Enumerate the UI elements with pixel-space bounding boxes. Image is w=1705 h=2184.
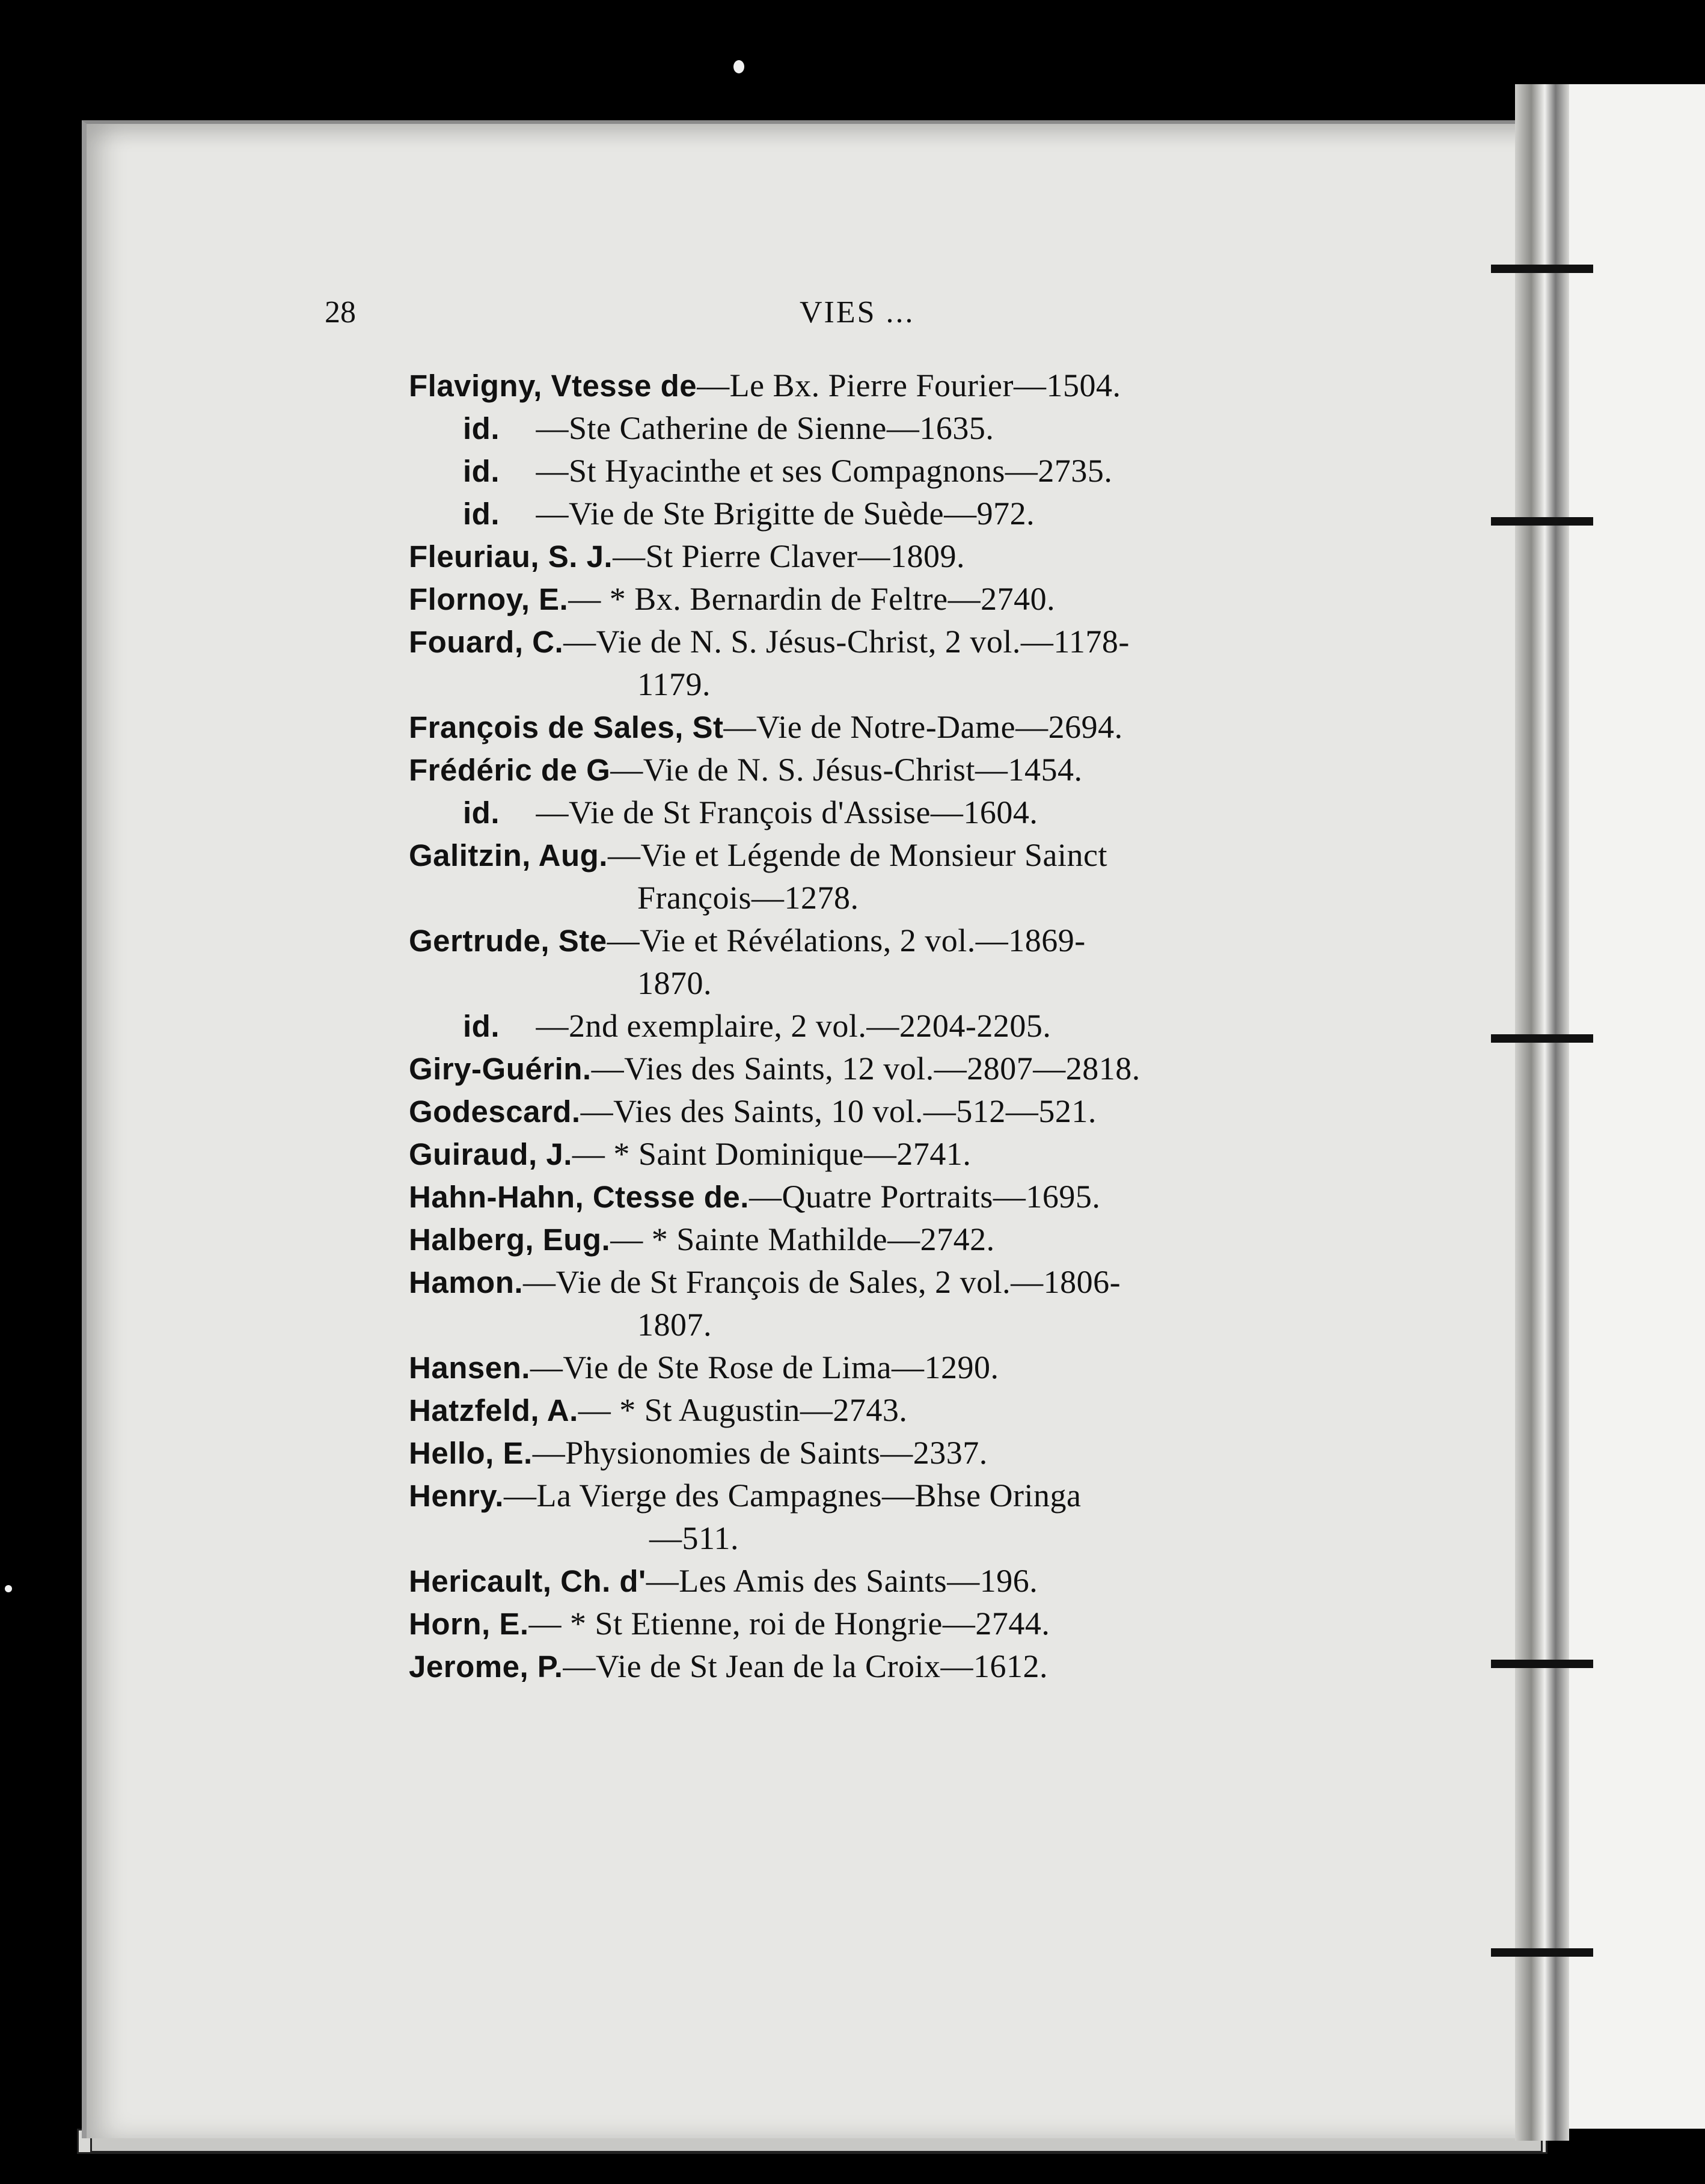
entry-title: —Vie de N. S. Jésus-Christ—1454. — [610, 752, 1083, 788]
binding-stitch — [1491, 1948, 1593, 1957]
running-head — [325, 295, 1106, 337]
entry-author: Godescard. — [409, 1094, 581, 1129]
entry-spacer — [500, 794, 533, 830]
entry-author: Galitzin, Aug. — [409, 838, 608, 873]
binding-stitch — [1491, 265, 1593, 273]
entry-spacer — [500, 453, 533, 489]
entry-spacer — [500, 495, 533, 532]
entry-author: Hello, E. — [409, 1436, 533, 1470]
entry-line — [409, 1560, 1323, 1603]
entry-author: id. — [463, 796, 500, 830]
page-edge — [90, 2136, 1543, 2153]
entry-continuation-line — [409, 962, 1323, 1005]
entry-line — [409, 791, 1323, 834]
entry-line — [409, 1603, 1323, 1645]
entry-line — [409, 1218, 1323, 1261]
entry-title: —Vie de St François d'Assise—1604. — [536, 794, 1038, 830]
entry-title: — * Bx. Bernardin de Feltre—2740. — [568, 581, 1056, 617]
entry-author: id. — [463, 411, 500, 446]
entry-author: Hatzfeld, A. — [409, 1393, 578, 1428]
entry-title: —Vie et Révélations, 2 vol.—1869- — [607, 922, 1086, 959]
entry-author: Frédéric de G — [409, 753, 611, 787]
entry-line — [409, 450, 1323, 492]
binding-stitch — [1491, 1034, 1593, 1043]
entry-title: —Les Amis des Saints—196. — [646, 1563, 1038, 1599]
entry-line — [409, 578, 1323, 621]
entry-title: —St Hyacinthe et ses Compagnons—2735. — [536, 453, 1113, 489]
entry-continuation-line — [409, 1304, 1323, 1346]
entry-title: —511. — [649, 1520, 739, 1556]
entry-line — [409, 407, 1323, 450]
entry-title: —Le Bx. Pierre Fourier—1504. — [697, 367, 1121, 403]
entry-title: François—1278. — [637, 880, 859, 916]
scan-speck — [5, 1585, 12, 1592]
entry-author: Jerome, P. — [409, 1649, 563, 1684]
entry-continuation-line — [409, 877, 1323, 919]
entry-author: Hamon. — [409, 1265, 524, 1299]
bibliography-entries — [409, 364, 1323, 1688]
entry-author: Giry-Guérin. — [409, 1052, 592, 1086]
entry-title: 1179. — [637, 666, 711, 702]
entry-title: —Vie de Ste Rose de Lima—1290. — [530, 1349, 999, 1385]
entry-author: id. — [463, 454, 500, 488]
entry-continuation-line — [409, 1517, 1323, 1560]
entry-line — [409, 492, 1323, 535]
entry-author: id. — [463, 1009, 500, 1043]
entry-title: —Vie de Notre-Dame—2694. — [723, 709, 1123, 745]
entry-line — [409, 364, 1323, 407]
entry-author: Fleuriau, S. J. — [409, 539, 613, 574]
entry-line — [409, 919, 1323, 962]
entry-title: —Vie de N. S. Jésus-Christ, 2 vol.—1178- — [563, 624, 1130, 660]
entry-line — [409, 1432, 1323, 1474]
book-binding — [1515, 84, 1569, 2141]
binding-stitch — [1491, 1660, 1593, 1668]
entry-line — [409, 621, 1323, 663]
entry-title: —Vie de St François de Sales, 2 vol.—1806- — [523, 1264, 1121, 1300]
entry-author: Guiraud, J. — [409, 1137, 572, 1171]
entry-line — [409, 1048, 1323, 1090]
running-title: VIES ... — [800, 295, 915, 330]
entry-title: 1807. — [637, 1307, 712, 1343]
entry-title: —Vie et Légende de Monsieur Sainct — [607, 837, 1107, 873]
scan-speck — [733, 60, 744, 73]
entry-author: Halberg, Eug. — [409, 1222, 611, 1257]
entry-title: —Vie de St Jean de la Croix—1612. — [563, 1648, 1048, 1684]
entry-title: —La Vierge des Campagnes—Bhse Oringa — [503, 1477, 1082, 1514]
entry-author: Gertrude, Ste — [409, 924, 607, 958]
entry-title: — * Saint Dominique—2741. — [572, 1136, 972, 1172]
entry-line — [409, 1645, 1323, 1688]
entry-line — [409, 1176, 1323, 1218]
entry-author: Henry. — [409, 1479, 504, 1513]
entry-author: id. — [463, 497, 500, 531]
entry-spacer — [500, 410, 533, 446]
entry-title: —Vie de Ste Brigitte de Suède—972. — [536, 495, 1035, 532]
entry-author: Hahn-Hahn, Ctesse de. — [409, 1180, 749, 1214]
entry-author: Hericault, Ch. d' — [409, 1564, 646, 1598]
entry-author: Horn, E. — [409, 1607, 529, 1641]
entry-title: — * St Etienne, roi de Hongrie—2744. — [528, 1606, 1050, 1642]
binding-stitch — [1491, 517, 1593, 526]
page-number: 28 — [325, 295, 356, 330]
entry-title: —2nd exemplaire, 2 vol.—2204-2205. — [536, 1008, 1051, 1044]
entry-line — [409, 834, 1323, 877]
entry-title: 1870. — [637, 965, 712, 1001]
entry-line — [409, 1005, 1323, 1048]
entry-title: — * St Augustin—2743. — [578, 1392, 908, 1428]
entry-author: Hansen. — [409, 1351, 530, 1385]
entry-title: —St Pierre Claver—1809. — [613, 538, 966, 574]
entry-line — [409, 1389, 1323, 1432]
entry-author: Flavigny, Vtesse de — [409, 369, 697, 403]
entry-line — [409, 535, 1323, 578]
entry-line — [409, 1261, 1323, 1304]
entry-title: —Vies des Saints, 12 vol.—2807—2818. — [591, 1051, 1140, 1087]
entry-line — [409, 1474, 1323, 1517]
entry-line — [409, 1090, 1323, 1133]
entry-line — [409, 706, 1323, 749]
entry-title: —Ste Catherine de Sienne—1635. — [536, 410, 994, 446]
entry-line — [409, 1133, 1323, 1176]
entry-title: —Quatre Portraits—1695. — [748, 1179, 1101, 1215]
entry-author: François de Sales, St — [409, 710, 724, 744]
entry-author: Flornoy, E. — [409, 582, 569, 616]
entry-title: —Vies des Saints, 10 vol.—512—521. — [580, 1093, 1097, 1129]
entry-line — [409, 1346, 1323, 1389]
entry-continuation-line — [409, 663, 1323, 706]
entry-spacer — [500, 1008, 533, 1044]
entry-line — [409, 749, 1323, 791]
entry-title: — * Sainte Mathilde—2742. — [610, 1221, 995, 1257]
entry-title: —Physionomies de Saints—2337. — [532, 1435, 988, 1471]
entry-author: Fouard, C. — [409, 625, 564, 659]
